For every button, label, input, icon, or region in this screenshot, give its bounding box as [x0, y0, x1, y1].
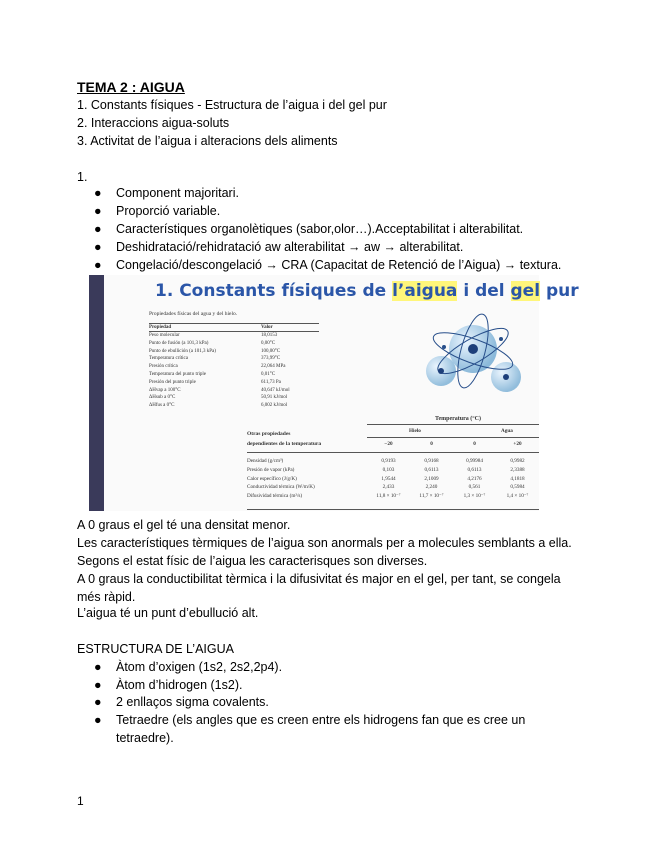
table-row: Punto de fusión (a 101,3 kPa) 0,00°C	[149, 340, 276, 346]
bullet-dot-icon: ●	[94, 695, 102, 709]
bullet-dot-icon: ●	[94, 713, 102, 727]
paragraph-line: A 0 graus la conductibilitat tèrmica i la difusivitat és major en el gel, per tant, se congela	[77, 572, 561, 586]
paragraph-line: Segons el estat físic de l’aigua les caracterisques son diverses.	[77, 554, 428, 568]
table-row: Calor específico (J/g/K) 1,9544 2,1009 4,2176 4,1818	[247, 475, 525, 482]
bullet-item: ● Àtom d’oxigen (1s2, 2s2,2p4).	[94, 660, 283, 674]
section-2-heading: ESTRUCTURA DE L’AIGUA	[77, 642, 234, 656]
bullet-item: ● 2 enllaços sigma covalents.	[94, 695, 269, 709]
bullet-item: ● Deshidratació/rehidratació aw alterabilitat → aw → alterabilitat.	[94, 240, 464, 254]
table-row: Difusividad térmica (m²/s) 11,8 × 10⁻⁷ 11,7 × 10⁻⁷ 1,3 × 10⁻⁷ 1,4 × 10⁻⁷	[247, 493, 529, 500]
table-row: ΔHsub a 0°C 50,91 kJ/mol	[149, 395, 288, 401]
bullet-item: ● Àtom d’hidrogen (1s2).	[94, 678, 243, 692]
bullet-dot-icon: ●	[94, 204, 102, 218]
paragraph-line: A 0 graus el gel té una densitat menor.	[77, 518, 291, 532]
table-row: Temperatura del punto triple 0,01°C	[149, 371, 276, 377]
properties-table: Propiedad Valor Peso molecular 18,0153 Punto de fusión (a 101,3 kPa) 0,00°C Punto de ebullición (a 101,3 kPa) 100,00°C Temperatura crítica 373,99°C Presión crítica 22,064 MPa Temperatura del punto triple 0,01°C Presión del punto triple 611,73 Pa ΔHvap a 100°C 40,647 kJ/mol ΔHsub a 0°C 50,91 kJ/mol ΔHfus a 0°C 6,002 kJ/mol	[149, 323, 319, 410]
table-row: Conductividad térmica (W/m/K) 2,433 2,240 0,561 0,5984	[247, 484, 525, 491]
table-row: Densidad (g/cm³) 0,9193 0,9168 0,99984 0,9982	[247, 458, 525, 464]
bullet-dot-icon: ●	[94, 186, 102, 200]
slide-image: 1. Constants físiques de l’aigua i del gel pur Propiedades físicas del agua y del hielo. Propiedad Valor Peso molecular 18,0153 Punto de fusión (a 101,3 kPa) 0,00°C Punto de ebullición (a 101,3 kPa) 100,00°C Temperatura crítica 373,99°C Presión crítica 22,064 MPa Temperatura del punto triple 0,01°C Presión del punto triple 611,73 Pa ΔHvap a 100°C 40,647 kJ/mol ΔHsub a 0°C 50,91 kJ/mol ΔHfus a 0°C 6,002 kJ/mol Temperatura (°C) Otras propiedades Hielo Agua dependientes de la temperatura −20 0 0 +20 Densidad (g/cm³) 0,9193 0,9168 0,99984 0,9982 Presión de vapor (kPa) 0,103 0,6113 0,6113 2,3388 Calor específico (J/g/K) 1,9544 2,1009 4,2176 4,1818 Conductividad térmica (W/m/K) 2,433 2,240 0,561 0,5984 Difusividad térmica (m²/s) 11,8 × 10⁻⁷ 11,7 × 10⁻⁷ 1,3 × 10⁻⁷ 1,4 × 10⁻⁷	[89, 275, 539, 511]
bullet-continuation: tetraedre).	[116, 731, 174, 745]
table-row: Temperatura crítica 373,99°C	[149, 356, 281, 362]
table-row: Presión crítica 22,064 MPa	[149, 364, 286, 370]
slide-title: 1. Constants físiques de l’aigua i del gel pur	[155, 281, 579, 301]
bullet-dot-icon: ●	[94, 222, 102, 236]
bullet-item: ● Característiques organolètiques (sabor,olor…).Acceptabilitat i alterabilitat.	[94, 222, 524, 236]
slide-side-band	[89, 275, 104, 511]
bullet-item: ● Proporció variable.	[94, 204, 221, 218]
paragraph-line: L’aigua té un punt d’ebullució alt.	[77, 606, 259, 620]
bullet-dot-icon: ●	[94, 258, 102, 272]
table-row: ΔHvap a 100°C 40,647 kJ/mol	[149, 387, 290, 393]
bullet-dot-icon: ●	[94, 240, 102, 254]
bullet-item: ● Tetraedre (els angles que es creen entre els hidrogens fan que es cree un	[94, 713, 526, 727]
section-1-label: 1.	[77, 170, 88, 184]
bullet-dot-icon: ●	[94, 660, 102, 674]
toc-item-1: 1. Constants físiques - Estructura de l’aigua i del gel pur	[77, 98, 387, 112]
paragraph-line: Les característiques tèrmiques de l’aigua son anormals per a molecules semblants a ella.	[77, 536, 572, 550]
water-molecule-icon	[411, 309, 531, 409]
table-row: ΔHfus a 0°C 6,002 kJ/mol	[149, 403, 288, 409]
bullet-dot-icon: ●	[94, 678, 102, 692]
toc-item-2: 2. Interaccions aigua-soluts	[77, 116, 230, 130]
page-number: 1	[77, 794, 84, 808]
table-row: Peso molecular 18,0153	[149, 333, 278, 338]
bullet-item: ● Congelació/descongelació → CRA (Capacitat de Retenció de l’Aigua) → textura.	[94, 258, 562, 272]
table-row: Punto de ebullición (a 101,3 kPa) 100,00°C	[149, 348, 281, 354]
paragraph-line: més ràpid.	[77, 590, 136, 604]
slide-subtitle: Propiedades físicas del agua y del hielo.	[149, 311, 238, 317]
toc-item-3: 3. Activitat de l’aigua i alteracions dels aliments	[77, 134, 338, 148]
document-title: TEMA 2 : AIGUA	[77, 79, 185, 95]
bullet-item: ● Component majoritari.	[94, 186, 239, 200]
table-row: Presión de vapor (kPa) 0,103 0,6113 0,6113 2,3388	[247, 466, 525, 473]
table-row: Presión del punto triple 611,73 Pa	[149, 379, 281, 385]
